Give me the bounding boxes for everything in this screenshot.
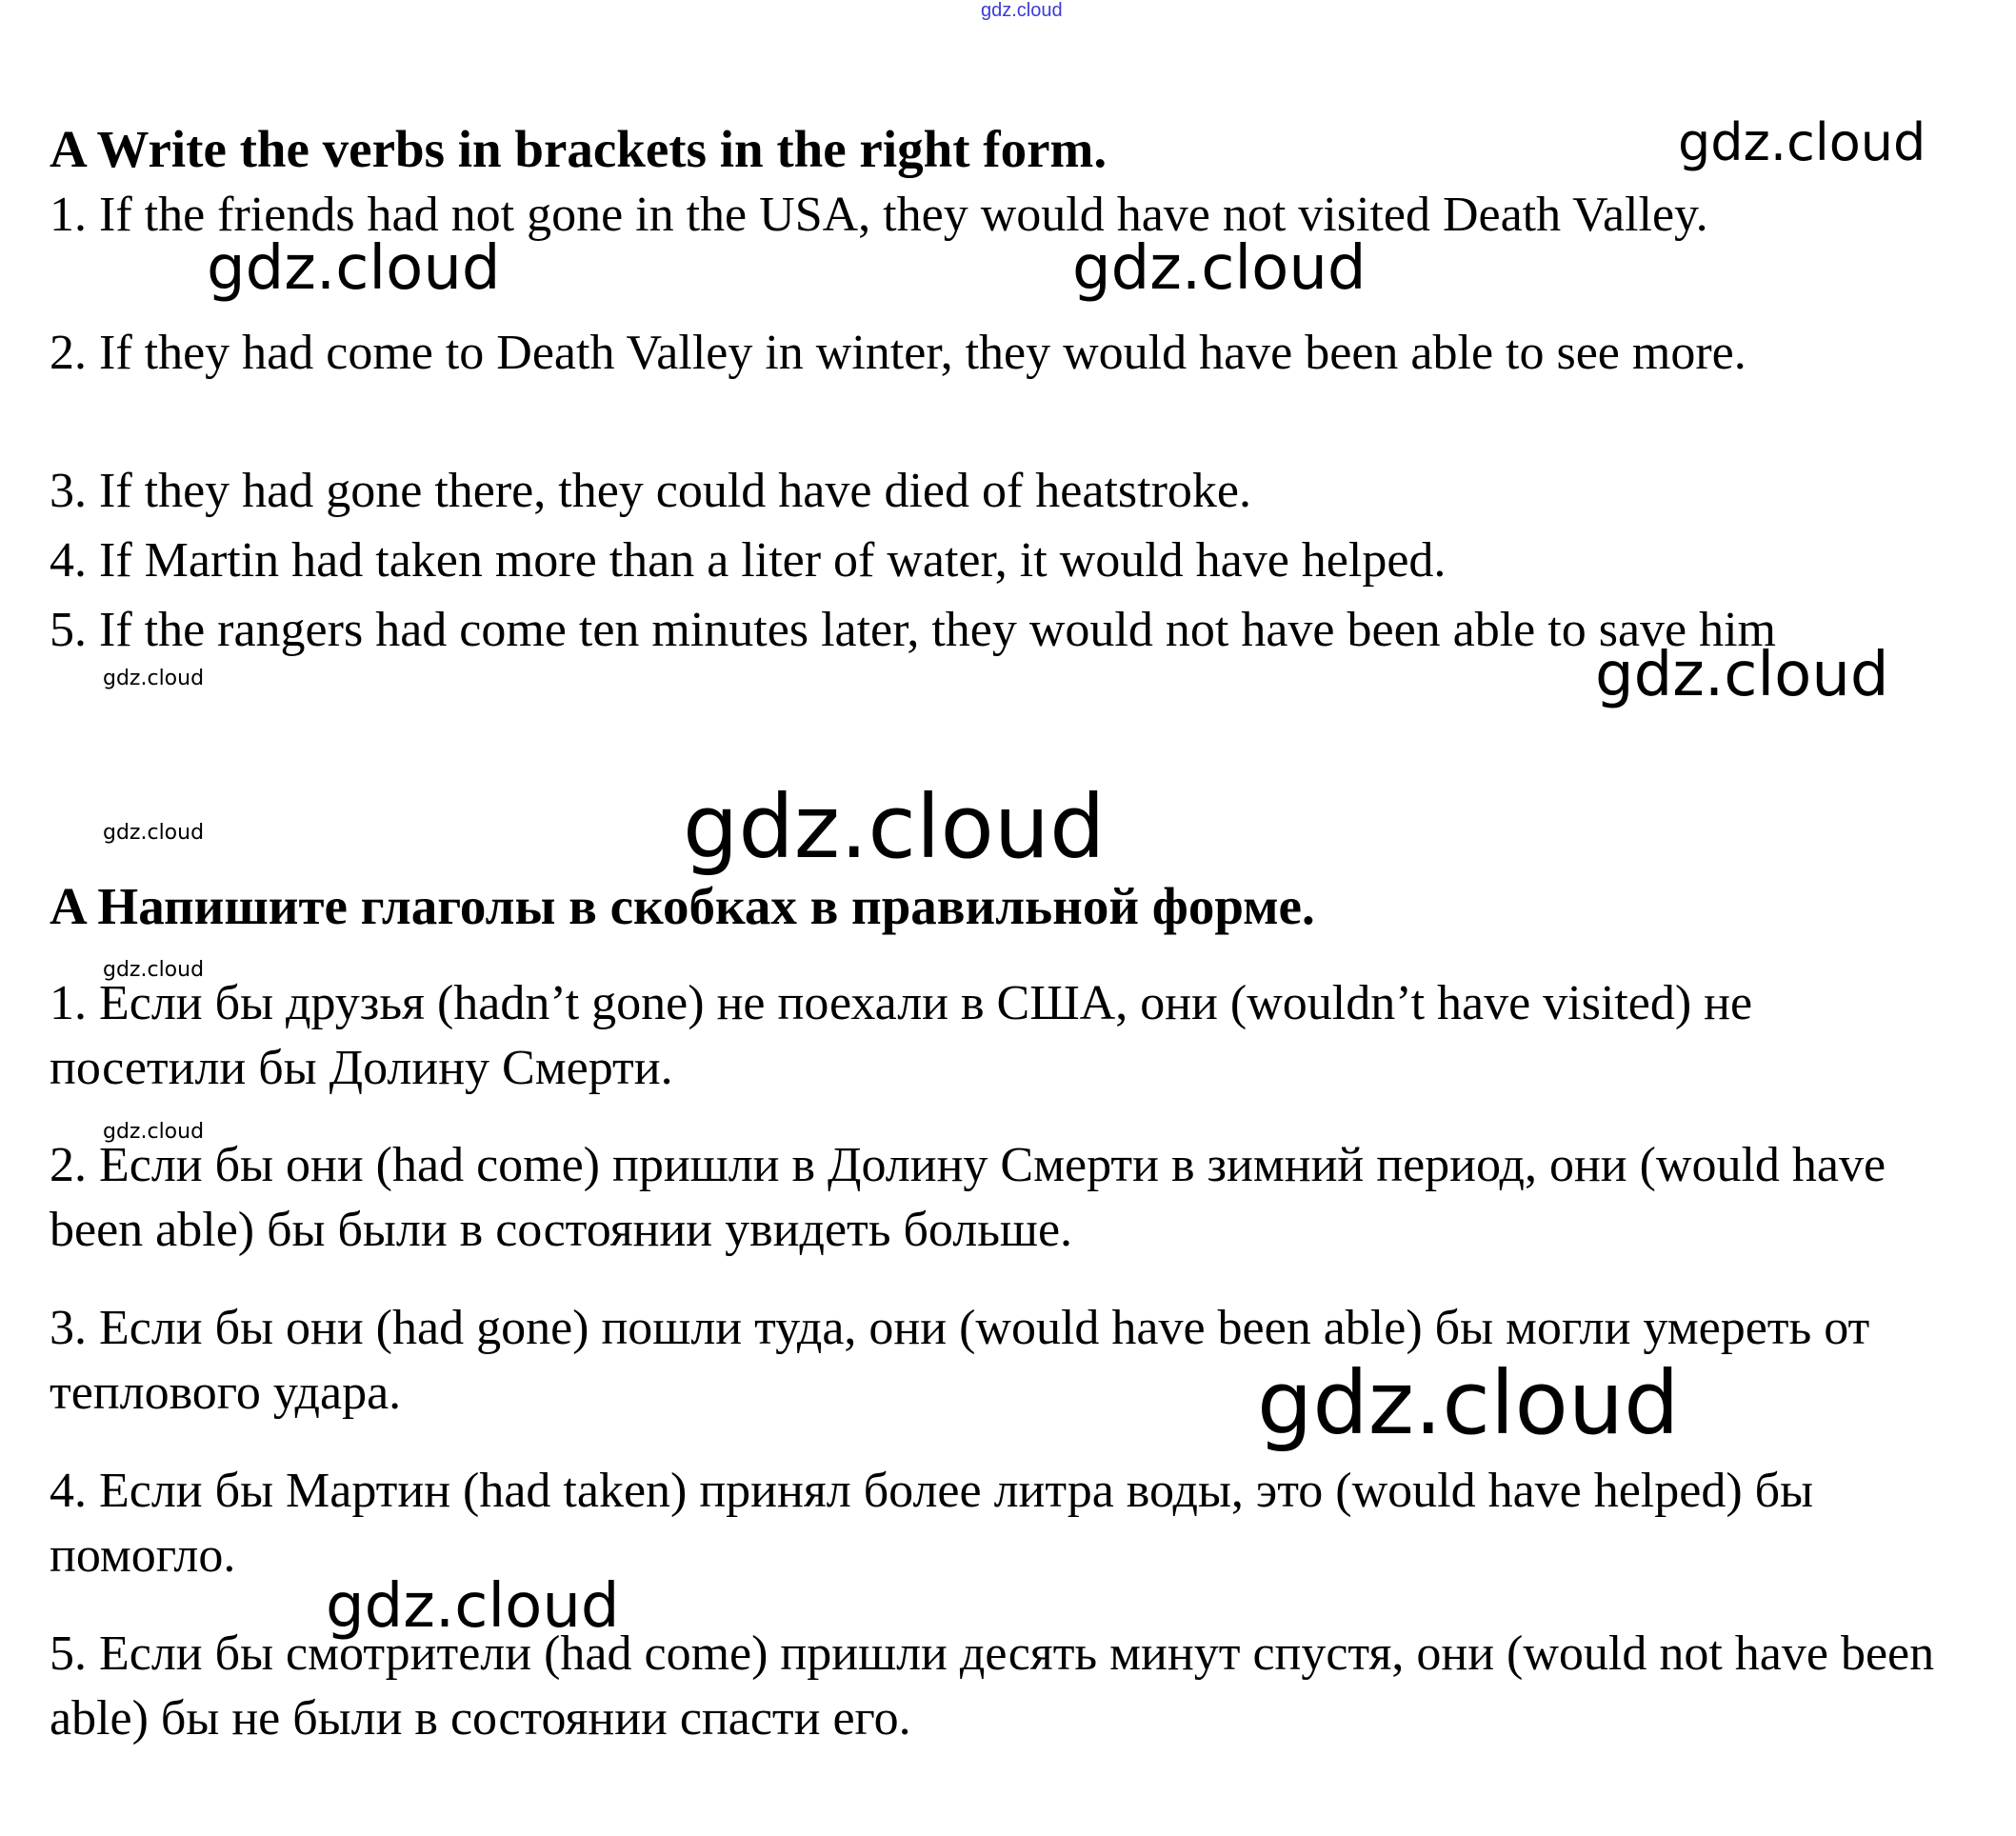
english-item-4: 4. If Martin had taken more than a liter of water, it would have helped. bbox=[50, 533, 1447, 588]
watermark: gdz.cloud bbox=[1678, 112, 1926, 172]
english-item-2: 2. If they had come to Death Valley in winter, they would have been able to see more. bbox=[50, 326, 1747, 380]
english-heading: A Write the verbs in brackets in the right form. bbox=[50, 120, 1108, 178]
watermark: gdz.cloud bbox=[103, 821, 205, 845]
watermark: gdz.cloud bbox=[103, 667, 205, 690]
watermark: gdz.cloud bbox=[1257, 1352, 1680, 1454]
english-item-1: 1. If the friends had not gone in the USA, they would have not visited Death Valley. bbox=[50, 188, 1708, 242]
russian-heading: A Напишите глаголы в скобках в правильной форме. bbox=[50, 877, 1315, 935]
russian-item-5: 5. Если бы смотрители (had come) пришли десять минут спустя, они (would not have been able) бы не были в состоянии спасти его. bbox=[50, 1626, 1935, 1746]
english-item-3: 3. If they had gone there, they could have died of heatstroke. bbox=[50, 464, 1251, 518]
watermark: gdz.cloud bbox=[326, 1571, 620, 1642]
top-watermark: gdz.cloud bbox=[981, 0, 1063, 21]
watermark: gdz.cloud bbox=[207, 233, 501, 304]
russian-item-2: 2. Если бы они (had come) пришли в Долину Смерти в зимний период, они (would have been able) бы были в состоянии увидеть больше. bbox=[50, 1138, 1886, 1257]
english-item-5: 5. If the rangers had come ten minutes later, they would not have been able to save him bbox=[50, 603, 1776, 657]
russian-item-1: 1. Если бы друзья (hadn’t gone) не поехали в США, они (wouldn’t have visited) не посетили бы Долину Смерти. bbox=[50, 976, 1753, 1095]
watermark: gdz.cloud bbox=[103, 958, 205, 982]
watermark: gdz.cloud bbox=[103, 1120, 205, 1144]
russian-item-3: 3. Если бы они (had gone) пошли туда, они (would have been able) бы могли умереть от теплового удара. bbox=[50, 1301, 1870, 1420]
watermark: gdz.cloud bbox=[1595, 640, 1889, 710]
russian-item-4: 4. Если бы Мартин (had taken) принял более литра воды, это (would have helped) бы помогло. bbox=[50, 1464, 1814, 1583]
watermark: gdz.cloud bbox=[1072, 233, 1367, 304]
watermark: gdz.cloud bbox=[683, 776, 1106, 878]
